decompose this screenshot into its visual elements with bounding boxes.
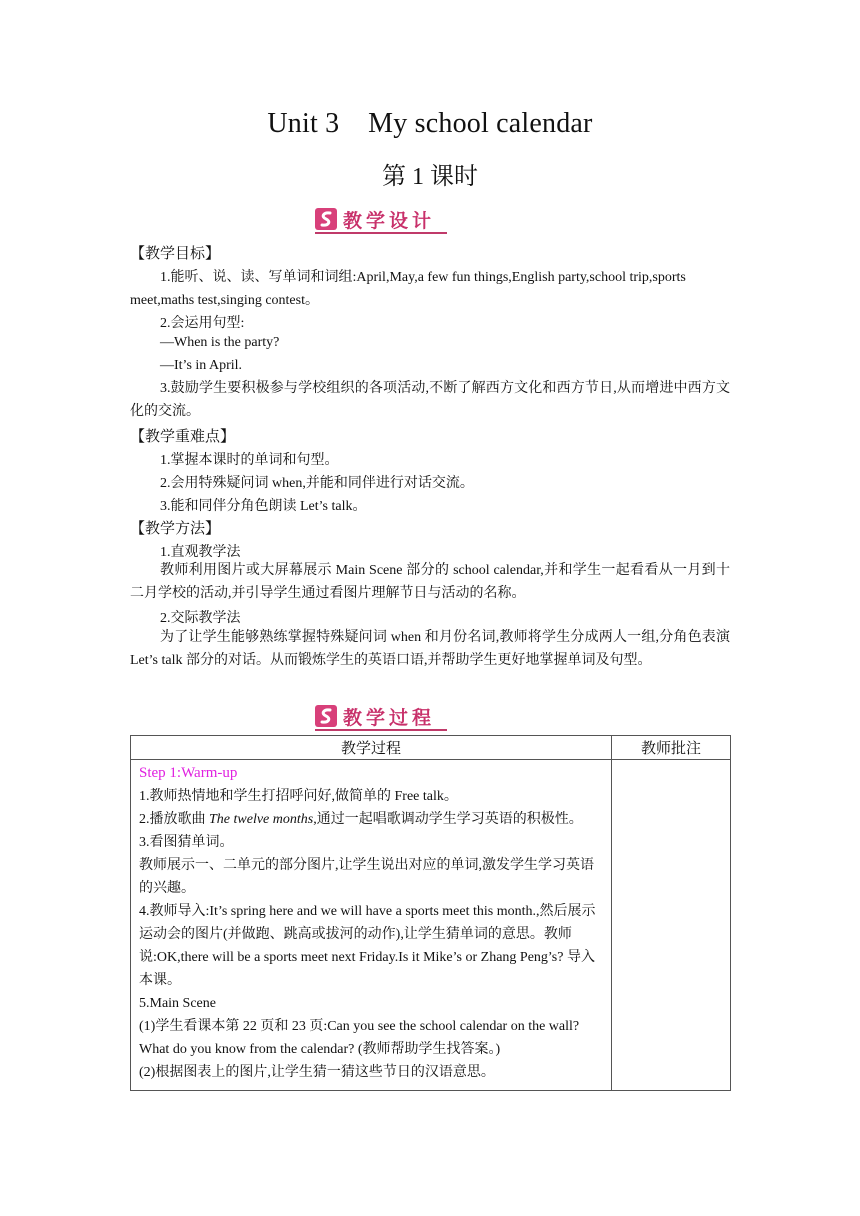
- process-item-4: 4.教师导入:It’s spring here and we will have a sports meet this month.,然后展示运动会的图片(并做跑、跳高或拔河的动作),让学生猜单词的意思。教师说:OK,there will be a sports meet next Friday.Is it Mike’s or Zhang Peng’s? 导入本课。: [139, 904, 596, 988]
- keypoints-heading: 【教学重难点】: [130, 429, 236, 445]
- objective-1-cont: meet,maths test,singing contest。: [130, 293, 319, 308]
- objectives-heading: 【教学目标】: [130, 246, 221, 262]
- section-banner-design: [315, 206, 447, 234]
- method-1-desc: 教师利用图片或大屏幕展示 Main Scene 部分的 school calendar,并和学生一起看看从一月到十二月学校的活动,并引导学生通过看图片理解节日与活动的名称。: [130, 563, 730, 601]
- process-item-5b: (2)根据图表上的图片,让学生猜一猜这些节日的汉语意思。: [139, 1065, 495, 1080]
- sentence-answer: —It’s in April.: [160, 358, 243, 373]
- process-item-1: 1.教师热情地和学生打招呼问好,做简单的 Free talk。: [139, 789, 458, 804]
- process-item-5a: (1)学生看课本第 22 页和 23 页:Can you see the school calendar on the wall?What do you know from the calendar? (教师帮助学生找答案。): [139, 1019, 580, 1057]
- table-row: [131, 760, 731, 1091]
- song-title: The twelve months: [209, 812, 314, 827]
- table-header-row: [131, 736, 731, 760]
- banner-title: 教学设计: [343, 210, 436, 232]
- header-process: 教学过程: [131, 736, 612, 760]
- method-2-title: 2.交际教学法: [160, 611, 241, 626]
- keypoint-3: 3.能和同伴分角色朗读 Let’s talk。: [160, 499, 367, 514]
- method-2-desc: 为了让学生能够熟练掌握特殊疑问词 when 和月份名词,教师将学生分成两人一组,分角色表演 Let’s talk 部分的对话。从而锻炼学生的英语口语,并帮助学生更好地掌握单词及句型。: [130, 630, 730, 668]
- process-table: [130, 735, 731, 1091]
- lesson-title: 第 1 课时: [382, 164, 478, 190]
- swirl-logo-icon: [315, 705, 337, 727]
- step-title: Step 1:Warm-up: [139, 765, 238, 781]
- unit-title: Unit 3 My school calendar: [267, 108, 593, 139]
- notes-cell[interactable]: [612, 760, 731, 1091]
- objective-3: 3.鼓励学生要积极参与学校组织的各项活动,不断了解西方文化和西方节日,从而增进中西方文化的交流。: [130, 381, 730, 419]
- header-notes: 教师批注: [612, 736, 731, 760]
- keypoint-1: 1.掌握本课时的单词和句型。: [160, 453, 339, 468]
- sentence-question: —When is the party?: [160, 335, 280, 350]
- method-1-title: 1.直观教学法: [160, 545, 241, 560]
- process-item-3-desc: 教师展示一、二单元的部分图片,让学生说出对应的单词,激发学生学习英语的兴趣。: [139, 858, 594, 896]
- keypoint-2: 2.会用特殊疑问词 when,并能和同伴进行对话交流。: [160, 476, 474, 491]
- section-banner-process: [315, 703, 447, 731]
- process-item-3: 3.看图猜单词。: [139, 835, 234, 850]
- banner-title: 教学过程: [343, 707, 436, 729]
- process-item-5: 5.Main Scene: [139, 996, 216, 1011]
- objective-2: 2.会运用句型:: [160, 316, 245, 331]
- objective-1: 1.能听、说、读、写单词和词组:April,May,a few fun things,English party,school trip,sports: [160, 270, 686, 285]
- swirl-logo-icon: [315, 208, 337, 230]
- process-cell: [131, 760, 612, 1091]
- process-item-2: 2.播放歌曲 The twelve months,通过一起唱歌调动学生学习英语的积极性。: [139, 812, 583, 827]
- methods-heading: 【教学方法】: [130, 521, 221, 537]
